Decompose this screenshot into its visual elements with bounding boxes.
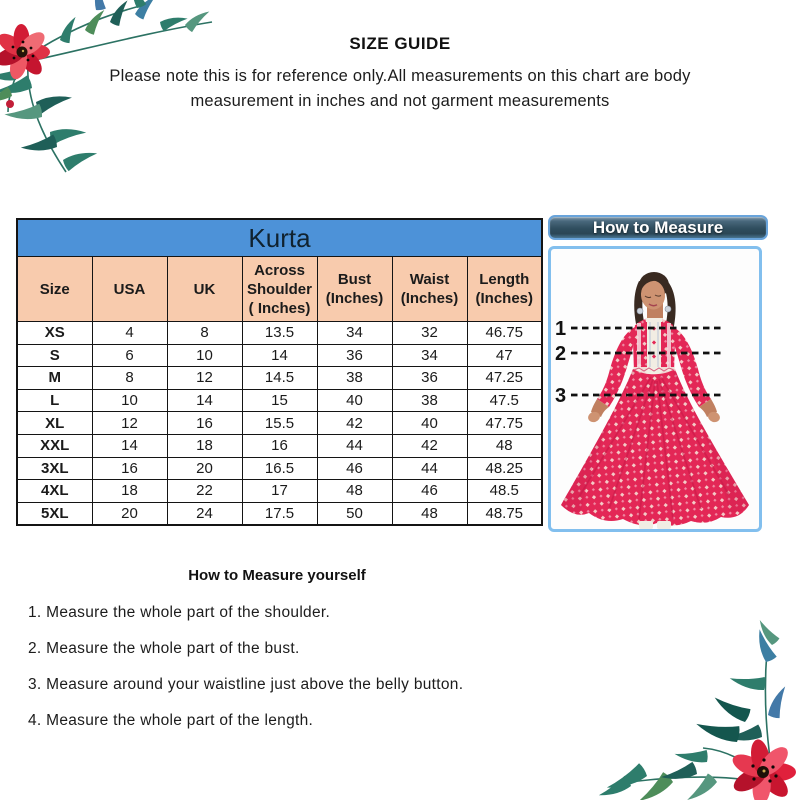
how-to-measure-banner: How to Measure: [548, 215, 768, 240]
table-row: [17, 367, 542, 390]
reference-note-line2: measurement in inches and not garment measurements: [190, 92, 610, 110]
how-to-measure-panel: [548, 215, 768, 532]
cell-bust: 34: [317, 322, 392, 345]
model-photo-frame: [548, 246, 762, 532]
cell-uk: 22: [167, 480, 242, 503]
cell-waist: 40: [392, 412, 467, 435]
cell-waist: 42: [392, 434, 467, 457]
cell-usa: 20: [92, 502, 167, 525]
page-title: SIZE GUIDE: [349, 34, 451, 53]
kurta-model-illustration: [551, 249, 759, 529]
table-row: [17, 457, 542, 480]
table-row: [17, 389, 542, 412]
col-header-length: Length (Inches): [467, 257, 542, 322]
cell-length: 46.75: [467, 322, 542, 345]
cell-bust: 38: [317, 367, 392, 390]
cell-bust: 46: [317, 457, 392, 480]
cell-shoulder: 14: [242, 344, 317, 367]
size-chart: [16, 218, 543, 526]
cell-length: 48.75: [467, 502, 542, 525]
cell-waist: 48: [392, 502, 467, 525]
instruction-item: 2. Measure the whole part of the bust.: [28, 640, 300, 657]
cell-size: 4XL: [17, 480, 92, 503]
cell-waist: 44: [392, 457, 467, 480]
cell-size: XXL: [17, 434, 92, 457]
marker-3: 3: [555, 385, 567, 407]
cell-length: 47.75: [467, 412, 542, 435]
cell-bust: 50: [317, 502, 392, 525]
cell-waist: 36: [392, 367, 467, 390]
cell-waist: 34: [392, 344, 467, 367]
cell-length: 48.5: [467, 480, 542, 503]
instruction-item: 1. Measure the whole part of the shoulder.: [28, 604, 331, 621]
col-header-usa: USA: [92, 257, 167, 322]
measurement-markers: [555, 318, 566, 407]
table-title: Kurta: [17, 219, 542, 257]
cell-uk: 18: [167, 434, 242, 457]
cell-waist: 38: [392, 389, 467, 412]
cell-bust: 40: [317, 389, 392, 412]
cell-usa: 12: [92, 412, 167, 435]
cell-size: M: [17, 367, 92, 390]
floral-decoration-bottom-right: [585, 590, 800, 800]
page-header: [0, 34, 800, 114]
col-header-across-shoulder: Across Shoulder ( Inches): [242, 257, 317, 322]
col-header-waist: Waist (Inches): [392, 257, 467, 322]
cell-uk: 16: [167, 412, 242, 435]
cell-length: 47: [467, 344, 542, 367]
table-row: [17, 412, 542, 435]
cell-size: 3XL: [17, 457, 92, 480]
reference-note: [0, 64, 800, 114]
col-header-bust: Bust (Inches): [317, 257, 392, 322]
instructions-title: How to Measure yourself: [188, 567, 366, 584]
cell-shoulder: 17.5: [242, 502, 317, 525]
table-title-row: [17, 219, 542, 257]
table-row: [17, 434, 542, 457]
cell-bust: 48: [317, 480, 392, 503]
cell-size: 5XL: [17, 502, 92, 525]
cell-size: XS: [17, 322, 92, 345]
table-row: [17, 502, 542, 525]
size-table: [16, 218, 543, 526]
kurta-bodice: [633, 318, 675, 374]
cell-length: 47.25: [467, 367, 542, 390]
cell-bust: 36: [317, 344, 392, 367]
table-row: [17, 322, 542, 345]
table-row: [17, 480, 542, 503]
cell-usa: 4: [92, 322, 167, 345]
marker-2: 2: [555, 343, 567, 365]
cell-usa: 8: [92, 367, 167, 390]
cell-waist: 32: [392, 322, 467, 345]
cell-size: L: [17, 389, 92, 412]
cell-shoulder: 13.5: [242, 322, 317, 345]
poppy-flower: [729, 738, 796, 800]
cell-bust: 44: [317, 434, 392, 457]
cell-usa: 16: [92, 457, 167, 480]
cell-uk: 10: [167, 344, 242, 367]
col-header-uk: UK: [167, 257, 242, 322]
cell-uk: 12: [167, 367, 242, 390]
cell-usa: 18: [92, 480, 167, 503]
cell-size: S: [17, 344, 92, 367]
col-header-size: Size: [17, 257, 92, 322]
cell-usa: 10: [92, 389, 167, 412]
cell-bust: 42: [317, 412, 392, 435]
table-header-row: [17, 257, 542, 322]
cell-usa: 6: [92, 344, 167, 367]
cell-usa: 14: [92, 434, 167, 457]
instruction-item: 4. Measure the whole part of the length.: [28, 712, 314, 729]
cell-shoulder: 16: [242, 434, 317, 457]
kurta-skirt: [561, 369, 749, 526]
cell-uk: 20: [167, 457, 242, 480]
cell-shoulder: 17: [242, 480, 317, 503]
cell-length: 47.5: [467, 389, 542, 412]
cell-size: XL: [17, 412, 92, 435]
model-face: [640, 274, 668, 310]
cell-uk: 14: [167, 389, 242, 412]
cell-shoulder: 15.5: [242, 412, 317, 435]
cell-waist: 46: [392, 480, 467, 503]
instructions-section: [28, 567, 526, 749]
table-row: [17, 344, 542, 367]
cell-length: 48.25: [467, 457, 542, 480]
cell-shoulder: 16.5: [242, 457, 317, 480]
reference-note-line1: Please note this is for reference only.All measurements on this chart are body: [109, 67, 691, 85]
cell-shoulder: 14.5: [242, 367, 317, 390]
instruction-item: 3. Measure around your waistline just above the belly button.: [28, 676, 464, 693]
cell-length: 48: [467, 434, 542, 457]
cell-shoulder: 15: [242, 389, 317, 412]
cell-uk: 8: [167, 322, 242, 345]
cell-uk: 24: [167, 502, 242, 525]
marker-1: 1: [555, 318, 567, 340]
